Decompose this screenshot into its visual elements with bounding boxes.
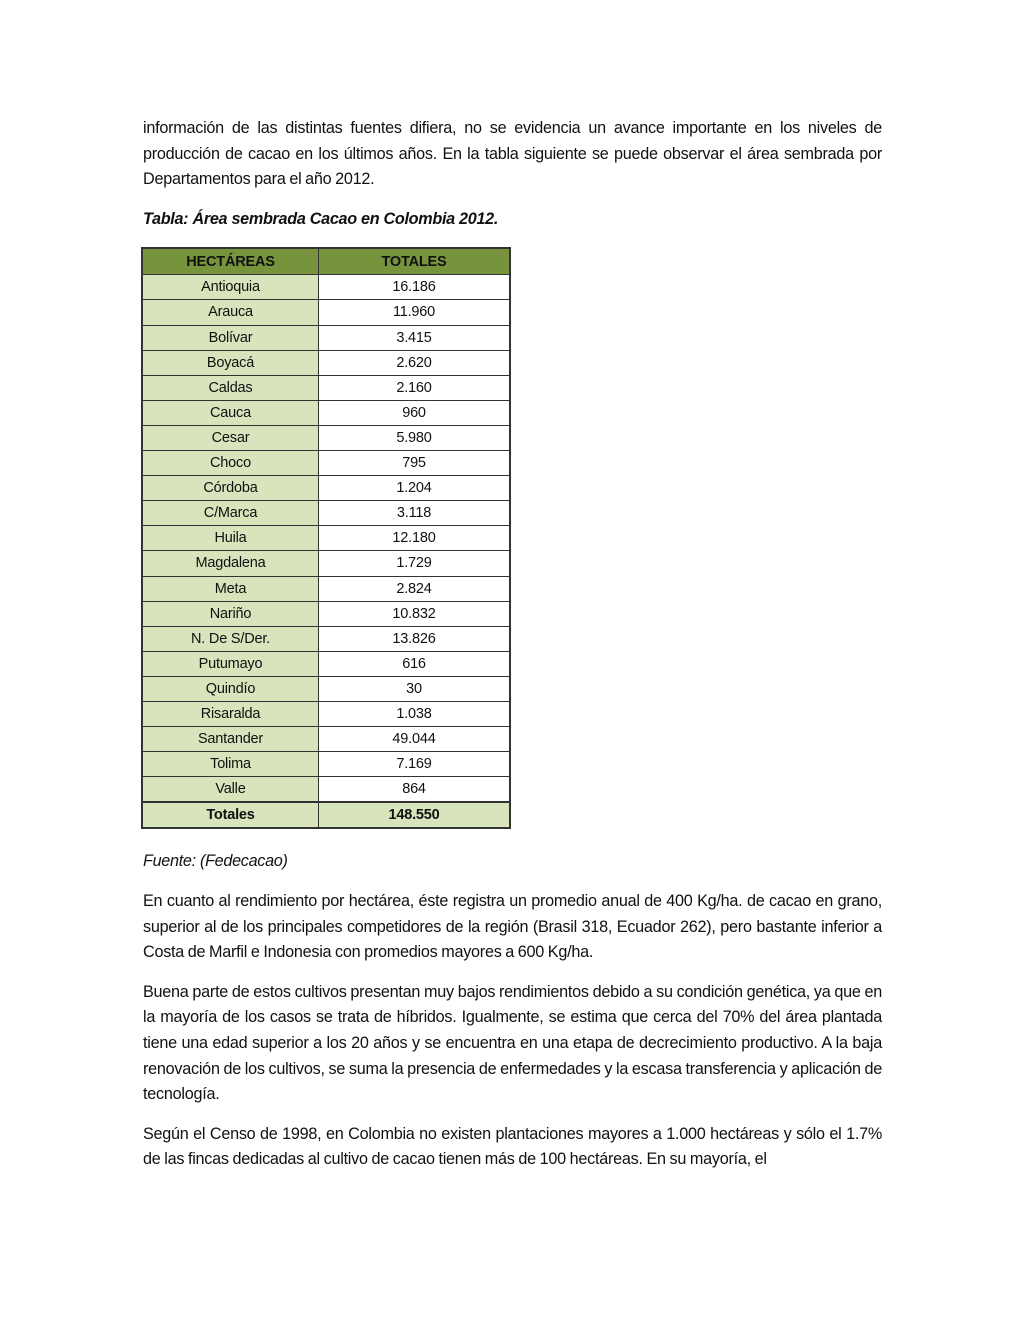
department-cell: Caldas: [142, 375, 319, 400]
department-cell: Antioquia: [142, 275, 319, 300]
department-cell: Huila: [142, 526, 319, 551]
total-cell: 2.824: [319, 576, 511, 601]
table-row: [142, 526, 510, 551]
paragraph-censo: Según el Censo de 1998, en Colombia no existen plantaciones mayores a 1.000 hectáreas y sólo el 1.7% de las fincas dedicadas al cultivo de cacao tienen más de 100 hectáreas. En su mayoría, el: [143, 1124, 882, 1169]
department-cell: Risaralda: [142, 701, 319, 726]
total-cell: 30: [319, 676, 511, 701]
department-cell: Boyacá: [142, 350, 319, 375]
department-cell: Meta: [142, 576, 319, 601]
table-row: [142, 501, 510, 526]
table-row: [142, 325, 510, 350]
total-cell: 2.620: [319, 350, 511, 375]
department-cell: Quindío: [142, 676, 319, 701]
totals-row: [142, 802, 510, 828]
intro-paragraph: información de las distintas fuentes difiera, no se evidencia un avance importante en los niveles de producción de cacao en los últimos años. En la tabla siguiente se puede observar el área sembrada por Departamentos para el año 2012.: [143, 119, 882, 189]
table-row: [142, 676, 510, 701]
total-cell: 2.160: [319, 375, 511, 400]
table-row: [142, 626, 510, 651]
table-caption: Tabla: Área sembrada Cacao en Colombia 2012.: [143, 209, 499, 228]
table-row: [142, 551, 510, 576]
total-cell: 1.204: [319, 476, 511, 501]
totals-label: Totales: [142, 802, 319, 828]
total-cell: 11.960: [319, 300, 511, 325]
total-cell: 3.118: [319, 501, 511, 526]
table-row: [142, 777, 510, 803]
header-totales: TOTALES: [319, 248, 511, 275]
total-cell: 1.729: [319, 551, 511, 576]
table-row: [142, 651, 510, 676]
table-row: [142, 300, 510, 325]
table-source: Fuente: (Fedecacao): [143, 852, 288, 871]
paragraph-rendimiento: En cuanto al rendimiento por hectárea, éste registra un promedio anual de 400 Kg/ha. de cacao en grano, superior al de los principales competidores de la región (Brasil 318, Ecuador 262), pero bastante inferior a Costa de Marfil e Indonesia con promedios mayores a 600 Kg/ha.: [143, 892, 882, 962]
department-cell: C/Marca: [142, 501, 319, 526]
paragraph-cultivos: Buena parte de estos cultivos presentan muy bajos rendimientos debido a su condición genética, ya que en la mayoría de los casos se trata de híbridos. Igualmente, se estima que cerca del 70% del área plantada tiene una edad superior a los 20 años y se encuentra en una etapa de decrecimiento productivo. A la baja renovación de los cultivos, se suma la presencia de enfermedades y la escasa transferencia y aplicación de tecnología.: [143, 982, 882, 1104]
table-row: [142, 400, 510, 425]
total-cell: 5.980: [319, 425, 511, 450]
department-cell: Córdoba: [142, 476, 319, 501]
total-cell: 49.044: [319, 727, 511, 752]
department-cell: Tolima: [142, 752, 319, 777]
post-table-content: [143, 849, 882, 1173]
department-cell: Cesar: [142, 425, 319, 450]
total-cell: 960: [319, 400, 511, 425]
department-cell: Arauca: [142, 300, 319, 325]
department-cell: Magdalena: [142, 551, 319, 576]
table-row: [142, 275, 510, 300]
department-cell: Bolívar: [142, 325, 319, 350]
table-row: [142, 476, 510, 501]
totals-value: 148.550: [319, 802, 511, 828]
department-cell: N. De S/Der.: [142, 626, 319, 651]
table-row: [142, 601, 510, 626]
table-row: [142, 375, 510, 400]
table-row: [142, 350, 510, 375]
total-cell: 10.832: [319, 601, 511, 626]
department-cell: Putumayo: [142, 651, 319, 676]
total-cell: 795: [319, 451, 511, 476]
table-row: [142, 701, 510, 726]
department-cell: Cauca: [142, 400, 319, 425]
header-hectareas: HECTÁREAS: [142, 248, 319, 275]
table-row: [142, 576, 510, 601]
table-row: [142, 727, 510, 752]
total-cell: 7.169: [319, 752, 511, 777]
department-cell: Santander: [142, 727, 319, 752]
total-cell: 12.180: [319, 526, 511, 551]
area-sembrada-table: [141, 247, 511, 829]
total-cell: 13.826: [319, 626, 511, 651]
department-cell: Valle: [142, 777, 319, 803]
table-row: [142, 752, 510, 777]
total-cell: 1.038: [319, 701, 511, 726]
table-row: [142, 451, 510, 476]
total-cell: 16.186: [319, 275, 511, 300]
table-header-row: [142, 248, 510, 275]
department-cell: Nariño: [142, 601, 319, 626]
total-cell: 616: [319, 651, 511, 676]
document-page: [143, 116, 882, 1187]
table-row: [142, 425, 510, 450]
total-cell: 864: [319, 777, 511, 803]
department-cell: Choco: [142, 451, 319, 476]
total-cell: 3.415: [319, 325, 511, 350]
